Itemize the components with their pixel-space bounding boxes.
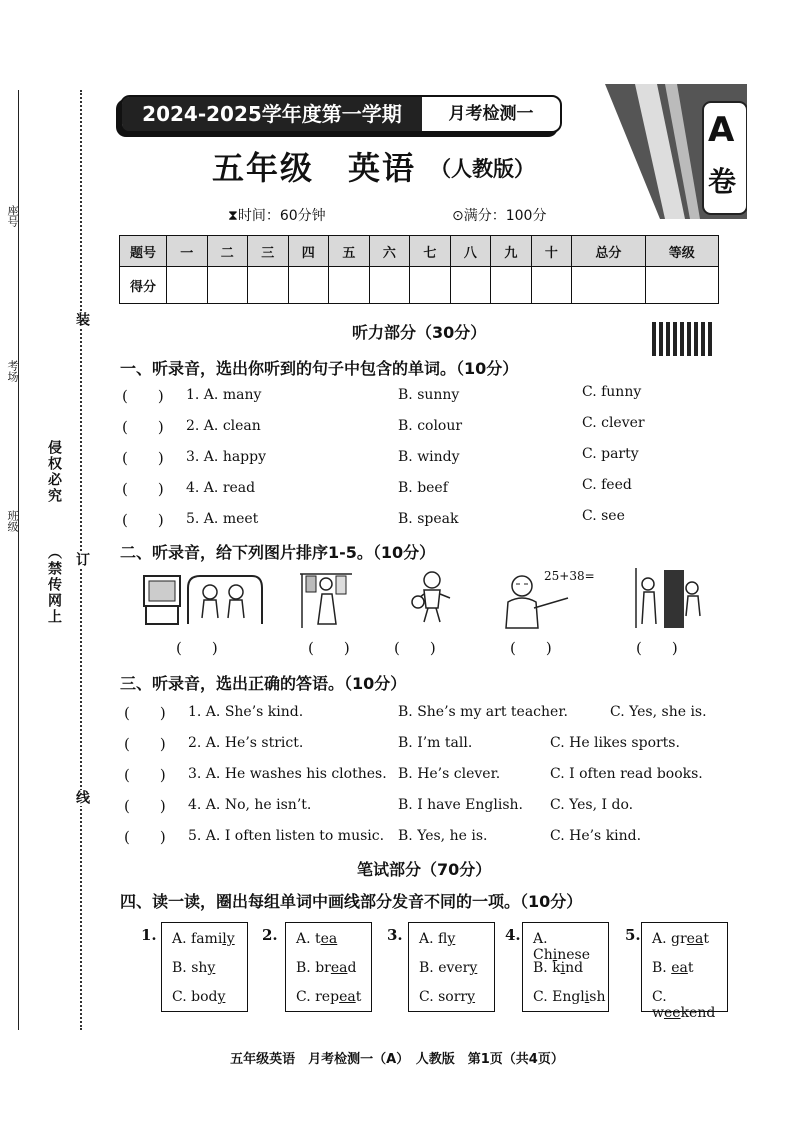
listening-heading: 听力部分（30分）	[352, 323, 487, 342]
score-head-cell: 一	[167, 236, 208, 267]
math-equation: 25+38=	[544, 569, 595, 583]
score-head-cell: 总分	[572, 236, 645, 267]
word-option: A. fly	[419, 931, 456, 947]
picture-answer-blank[interactable]: ( )	[394, 639, 436, 657]
score-head-cell: 八	[450, 236, 491, 267]
option-b: B. beef	[398, 480, 448, 496]
option-c: C. feed	[582, 477, 632, 493]
answer-blank[interactable]: ( )	[124, 704, 166, 722]
paper-a-badge	[605, 84, 747, 224]
score-table	[119, 235, 719, 304]
score-input-cell[interactable]	[491, 267, 532, 304]
score-input-cell[interactable]	[329, 267, 370, 304]
score-input-cell[interactable]	[410, 267, 451, 304]
scan-mark	[652, 322, 714, 356]
picture-answer-blank[interactable]: ( )	[510, 639, 552, 657]
option-a: 5. A. meet	[186, 511, 259, 527]
option-a: 4. A. read	[186, 480, 256, 496]
answer-blank[interactable]: ( )	[122, 387, 164, 405]
time-info: ⧗时间：60分钟	[228, 208, 326, 224]
score-input-cell[interactable]	[645, 267, 718, 304]
bind-char-xian: 线	[74, 790, 90, 806]
option-c: C. clever	[582, 415, 645, 431]
semester-text: 2024-2025学年度第一学期	[122, 97, 422, 131]
paper-word: 卷	[708, 165, 737, 198]
writing-heading: 笔试部分（70分）	[357, 860, 492, 879]
word-option: B. bread	[296, 960, 357, 976]
option-b: B. windy	[398, 449, 460, 465]
score-head-cell: 七	[410, 236, 451, 267]
score-input-cell[interactable]	[288, 267, 329, 304]
option-b: B. I’m tall.	[398, 735, 473, 751]
answer-blank[interactable]: ( )	[124, 735, 166, 753]
word-group-box[interactable]	[285, 922, 372, 1012]
word-option: B. shy	[172, 960, 216, 976]
picture-opening-door	[628, 566, 708, 630]
option-c: C. He’s kind.	[550, 828, 642, 844]
score-row-label: 得分	[120, 267, 167, 304]
option-a: 5. A. I often listen to music.	[188, 828, 385, 844]
answer-blank[interactable]: ( )	[122, 418, 164, 436]
option-b: B. I have English.	[398, 797, 523, 813]
word-option: C. English	[533, 989, 606, 1005]
word-option: C. sorry	[419, 989, 476, 1005]
word-option: A. great	[652, 931, 709, 947]
group-number: 4.	[505, 926, 521, 944]
hourglass-icon: ⧗	[228, 208, 238, 224]
answer-blank[interactable]: ( )	[124, 797, 166, 815]
word-group-box[interactable]	[161, 922, 248, 1012]
option-b: B. speak	[398, 511, 459, 527]
score-head-cell: 五	[329, 236, 370, 267]
score-head-cell: 六	[369, 236, 410, 267]
score-input-cell[interactable]	[369, 267, 410, 304]
score-head-cell: 等级	[645, 236, 718, 267]
q4-title: 四、读一读，圈出每组单词中画线部分发音不同的一项。（10分）	[120, 892, 583, 911]
page-footer: 五年级英语 月考检测一（A） 人教版 第1页（共4页）	[230, 1052, 564, 1067]
bind-char-ding: 订	[74, 552, 90, 568]
group-number: 5.	[625, 926, 641, 944]
score-head-cell: 题号	[120, 236, 167, 267]
score-input-cell[interactable]	[531, 267, 572, 304]
group-number: 3.	[387, 926, 403, 944]
q1-title: 一、听录音，选出你听到的句子中包含的单词。（10分）	[120, 359, 519, 378]
seat-label: 座号	[6, 205, 19, 227]
score-head-cell: 九	[491, 236, 532, 267]
score-head-cell: 十	[531, 236, 572, 267]
picture-answer-blank[interactable]: ( )	[636, 639, 678, 657]
q3-title: 三、听录音，选出正确的答语。（10分）	[120, 674, 407, 693]
word-group-box[interactable]	[641, 922, 728, 1021]
option-c: C. Yes, she is.	[610, 704, 707, 720]
word-option: B. eat	[652, 960, 694, 976]
option-a: 3. A. happy	[186, 449, 267, 465]
option-a: 4. A. No, he isn’t.	[188, 797, 312, 813]
score-input-cell[interactable]	[572, 267, 645, 304]
warning-online-text: （禁传网上	[46, 545, 62, 625]
answer-blank[interactable]: ( )	[122, 449, 164, 467]
word-group-box[interactable]	[522, 922, 609, 1012]
option-b: B. colour	[398, 418, 463, 434]
bind-char-zhuang: 装	[74, 312, 90, 328]
picture-answer-blank[interactable]: ( )	[176, 639, 218, 657]
word-group-box[interactable]	[408, 922, 495, 1012]
score-info: ⊙满分：100分	[452, 208, 547, 224]
score-input-cell[interactable]	[167, 267, 208, 304]
answer-blank[interactable]: ( )	[122, 511, 164, 529]
grade-subject-title: 五年级 英语	[212, 149, 417, 187]
answer-blank[interactable]: ( )	[124, 828, 166, 846]
option-c: C. see	[582, 508, 625, 524]
check-circle-icon: ⊙	[452, 208, 464, 224]
word-option: C. repeat	[296, 989, 362, 1005]
option-b: B. He’s clever.	[398, 766, 501, 782]
option-c: C. Yes, I do.	[550, 797, 634, 813]
q2-title: 二、听录音，给下列图片排序1-5。（10分）	[120, 543, 436, 562]
option-a: 1. A. many	[186, 387, 262, 403]
score-input-cell[interactable]	[450, 267, 491, 304]
edition-text: （人教版）	[430, 156, 535, 181]
picture-answer-blank[interactable]: ( )	[308, 639, 350, 657]
option-c: C. funny	[582, 384, 642, 400]
word-option: B. every	[419, 960, 478, 976]
score-head-cell: 二	[207, 236, 248, 267]
option-b: B. She’s my art teacher.	[398, 704, 568, 720]
option-a: 2. A. clean	[186, 418, 261, 434]
answer-blank[interactable]: ( )	[122, 480, 164, 498]
word-option: C. weekend	[652, 989, 716, 1021]
group-number: 1.	[141, 926, 157, 944]
answer-blank[interactable]: ( )	[124, 766, 166, 784]
paper-letter: A	[708, 110, 735, 150]
warning-copy-text: 侵权必究	[46, 440, 62, 504]
score-head-cell: 四	[288, 236, 329, 267]
option-b: B. sunny	[398, 387, 460, 403]
option-a: 3. A. He washes his clothes.	[188, 766, 387, 782]
class-label: 班级	[6, 510, 19, 532]
picture-watching-tv	[140, 568, 265, 628]
word-option: B. kind	[533, 960, 584, 976]
option-a: 2. A. He’s strict.	[188, 735, 304, 751]
option-b: B. Yes, he is.	[398, 828, 488, 844]
option-c: C. party	[582, 446, 639, 462]
semester-banner	[120, 95, 562, 133]
score-input-cell[interactable]	[207, 267, 248, 304]
picture-washing-clothes	[296, 568, 356, 630]
word-option: A. tea	[296, 931, 338, 947]
room-label: 考场	[6, 360, 19, 382]
option-a: 1. A. She’s kind.	[188, 704, 304, 720]
word-option: C. body	[172, 989, 226, 1005]
word-option: A. Chinese	[533, 931, 590, 963]
score-head-cell: 三	[248, 236, 289, 267]
exam-name: 月考检测一	[448, 104, 534, 124]
margin-rule-left	[18, 90, 19, 1030]
option-c: C. I often read books.	[550, 766, 703, 782]
option-c: C. He likes sports.	[550, 735, 680, 751]
score-input-cell[interactable]	[248, 267, 289, 304]
group-number: 2.	[262, 926, 278, 944]
picture-playing-football	[408, 568, 456, 624]
word-option: A. family	[172, 931, 235, 947]
